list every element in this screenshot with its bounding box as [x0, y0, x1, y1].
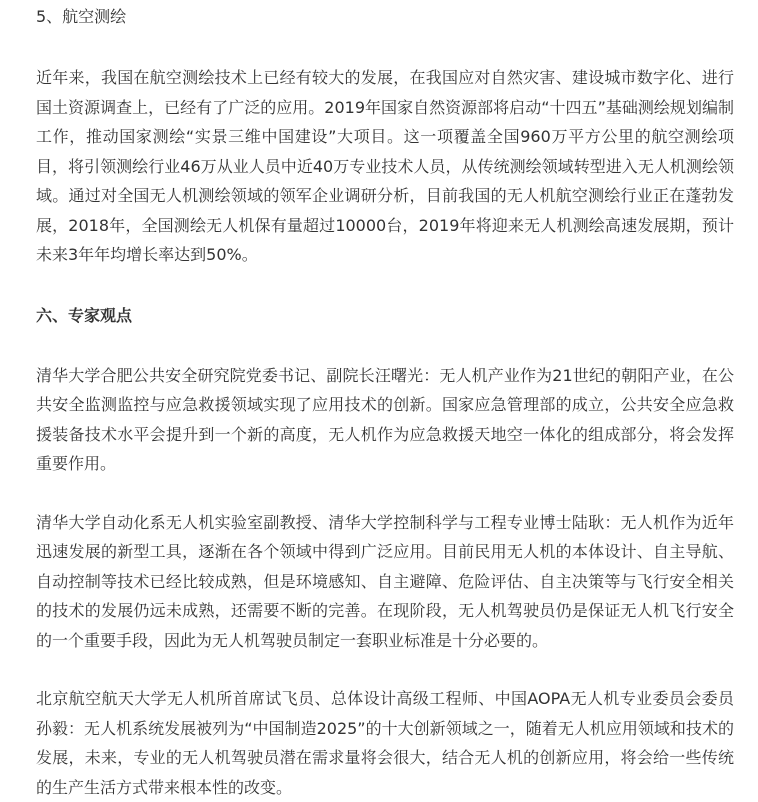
subheading-aerial-surveying: 5、航空测绘 — [36, 7, 127, 26]
paragraph-expert-lu: 清华大学自动化系无人机实验室副教授、清华大学控制科学与工程专业博士陆耿：无人机作为近年迅速发展的新型工具，逐渐在各个领域中得到广泛应用。目前民用无人机的本体设计、自主导航、自动控制等技术已经比较成熟，但是环境感知、自主避障、危险评估、自主决策等与飞行安全相关的技术的发展仍远未成熟，还需要不断的完善。在现阶段，无人机驾驶员仍是保证无人机飞行安全的一个重要手段，因此为无人机驾驶员制定一套职业标准是十分必要的。 — [36, 512, 734, 650]
paragraph-aerial-surveying: 近年来，我国在航空测绘技术上已经有较大的发展，在我国应对自然灾害、建设城市数字化、进行国土资源调查上，已经有了广泛的应用。2019年国家自然资源部将启动“十四五”基础测绘规划编制工作，推动国家测绘“实景三维中国建设”大项目。这一项覆盖全国960万平方公里的航空测绘项目，将引领测绘行业46万从业人员中近40万专业技术人员，从传统测绘领域转型进入无人机测绘领域。通过对全国无人机测绘领域的领军企业调研分析，目前我国的无人机航空测绘行业正在蓬勃发展，2018年，全国测绘无人机保有量超过10000台，2019年将迎来无人机测绘高速发展期，预计未来3年年均增长率达到50%。 — [36, 68, 734, 264]
paragraph-expert-wang: 清华大学合肥公共安全研究院党委书记、副院长汪曙光：无人机产业作为21世纪的朝阳产业，在公共安全监测监控与应急救援领域实现了应用技术的创新。国家应急管理部的成立，公共安全应急救援装备技术水平会提升到一个新的高度，无人机作为应急救援天地空一体化的组成部分，将会发挥重要作用。 — [36, 365, 734, 473]
section-heading-expert-views: 六、专家观点 — [36, 305, 133, 325]
article-body — [0, 5, 758, 797]
paragraph-expert-sun: 北京航空航天大学无人机所首席试飞员、总体设计高级工程师、中国AOPA无人机专业委员会委员孙毅：无人机系统发展被列为“中国制造2025”的十大创新领域之一，随着无人机应用领域和技术的发展，未来，专业的无人机驾驶员潜在需求量将会很大，结合无人机的创新应用，将会给一些传统的生产生活方式带来根本性的改变。 — [36, 689, 734, 797]
